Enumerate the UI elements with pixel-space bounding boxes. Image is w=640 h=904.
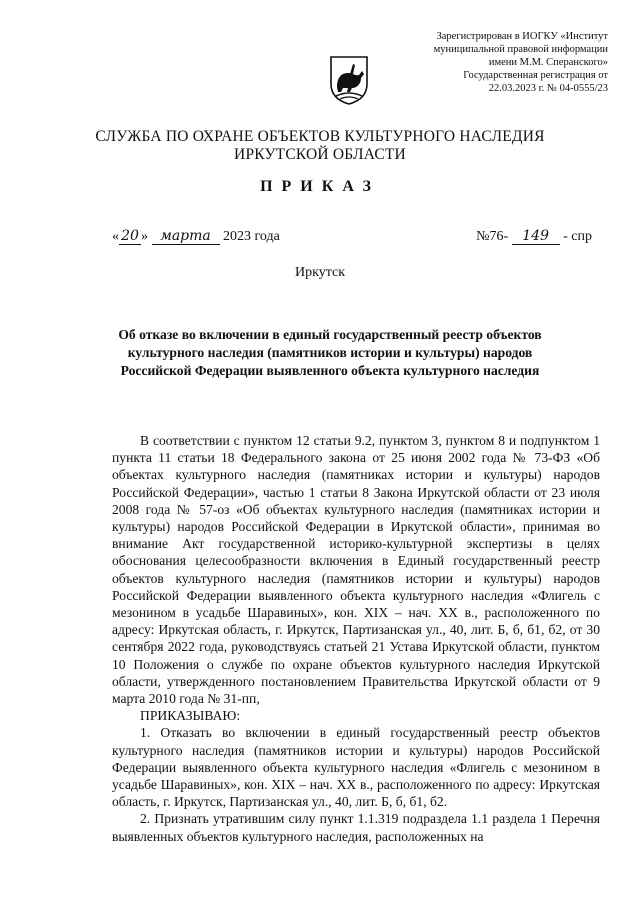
registration-line: 22.03.2023 г. № 04-0555/23 bbox=[488, 83, 608, 94]
organization-name bbox=[0, 128, 640, 164]
number-prefix: №76- bbox=[476, 229, 509, 244]
number-handwritten: 149 bbox=[512, 228, 560, 245]
organization-line-2: ИРКУТСКОЙ ОБЛАСТИ bbox=[234, 146, 406, 163]
irkutsk-coat-of-arms-icon bbox=[328, 54, 370, 106]
registration-line: имени М.М. Сперанского» bbox=[488, 57, 608, 68]
date-month: марта bbox=[152, 228, 220, 245]
city: Иркутск bbox=[294, 265, 346, 280]
order-item-1: 1. Отказать во включении в единый государственный реестр объектов культурного наследия (памятников истории и культуры) народов Российской Федерации выявленного объекта культурного наследия «Флигель с мезонином в усадьбе Шаравиных», кон. XIX – нач. XX в., расположенного по адресу: Иркутская область, г. Иркутск, Партизанская ул., 40, лит. Б, б, б1, б2. bbox=[112, 725, 600, 810]
order-item-2: 2. Признать утратившим силу пункт 1.1.319 подраздела 1.1 раздела 1 Перечня выявленных объектов культурного наследия, расположенных на bbox=[112, 811, 600, 844]
order-number bbox=[476, 228, 592, 245]
order-date bbox=[112, 228, 280, 245]
document-type: ПРИКАЗ bbox=[260, 178, 380, 195]
date-open-quote: « bbox=[112, 229, 119, 244]
registration-stamp bbox=[358, 30, 608, 95]
order-word: ПРИКАЗЫВАЮ: bbox=[140, 708, 241, 724]
organization-line-1: СЛУЖБА ПО ОХРАНЕ ОБЪЕКТОВ КУЛЬТУРНОГО НАСЛЕДИЯ bbox=[95, 128, 545, 145]
number-suffix: - спр bbox=[563, 229, 592, 244]
registration-line: Зарегистрирован в ИОГКУ «Институт bbox=[436, 31, 608, 42]
date-day: 20 bbox=[119, 228, 141, 245]
registration-line: Государственная регистрация от bbox=[463, 70, 608, 81]
date-close-quote: » bbox=[141, 229, 148, 244]
preamble-paragraph: В соответствии с пунктом 12 статьи 9.2, пунктом 3, пунктом 8 и подпунктом 1 пункта 11 статьи 18 Федерального закона от 25 июня 2002 года № 73-ФЗ «Об объектах культурного наследия (памятниках истории и культуры) народов Российской Федерации», частью 1 статьи 8 Закона Иркутской области от 23 июля 2008 года № 57-оз «Об объектах культурного наследия (памятниках истории и культуры) народов Российской Федерации в Иркутской области», принимая во внимание Акт государственной историко-культурной экспертизы в целях обоснования целесообразности включения в Единый государственный реестр объектов культурного наследия (памятников истории и культуры) народов Российской Федерации выявленного объекта культурного наследия «Флигель с мезонином в усадьбе Шаравиных», кон. XIX – нач. XX в., расположенного по адресу: Иркутская область, г. Иркутск, Партизанская ул., 40, лит. Б, б, б1, б2, от 30 сентября 2022 года, руководствуясь статьей 21 Устава Иркутской области, пунктом 10 Положения о службе по охране объектов культурного наследия Иркутской области, утвержденного постановлением Правительства Иркутской области от 9 марта 2010 года № 31-пп, bbox=[112, 433, 600, 707]
registration-line: муниципальной правовой информации bbox=[433, 44, 608, 55]
date-year: 2023 года bbox=[223, 229, 280, 244]
document-body bbox=[112, 432, 600, 845]
document-heading: Об отказе во включении в единый государственный реестр объектов культурного наследия (памятников истории и культуры) народов Российской Федерации выявленного объекта культурного наследия bbox=[118, 327, 542, 378]
